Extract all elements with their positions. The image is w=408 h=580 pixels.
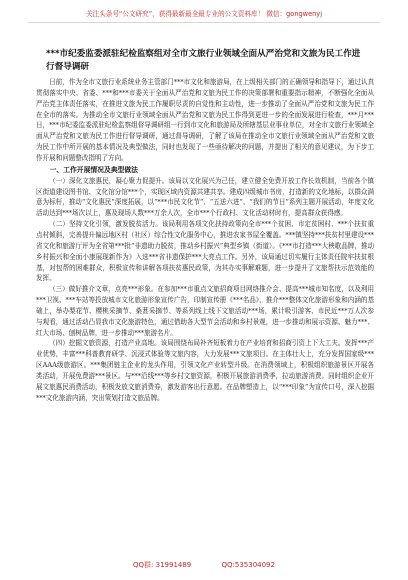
body-paragraph-4: （四）挖掘文旅资源，打造产业高地。该局围绕布局补齐短板着力在产业培育和招商引资上下大工夫。发挥***产业优势，丰富***科普教育研学、沉浸式体验等文旅内容，大力发展***文旅项目。在主体壮大上，充分发挥国家级***区AAA级旅游区。***集团链主企业的龙头作用，引领文化产业转型升级。在消费领域上，积极组织旅游景区开展各类活动，开展免费游***景区。与***沿线***等乡村文旅资源，积极开展旅游消费季，拉动旅游消费。同时组织企业开展文旅惠民消费活动，积极发放文旅消费券，激发游客出行意愿。在品牌塑造上，以“***印象”为宣传口号，深入挖掘***文化旅游内涵，突出策划打造文旅品牌。 — [36, 339, 374, 402]
body-paragraph-1: （一）深化文旅惠民，凝心聚力促提升。该局以文化展兴为己任，建立健全免费开放工作长效机制，当前各个镇区街道建设图书馆、文化馆分馆***个，实现区域内资源共建共享。建成四级城市书房，打造新的文化地标，以群众满意为标杆，推动“文化惠民”深度拓展，以“***市民文化节”、“五送六进”、“我们的节日”系列主题开展活动，年度文化活动达到***场次以上，惠及现场人数***万余人次，全市***个行政村、文化活动材时有，提高群众获得感。 — [36, 176, 374, 218]
intro-paragraph: 日前，作为全市文旅行业系统业务主管部门***市文化和旅游局，在上级相关部门的正确领导和指导下，通过认真贯彻落实中央、省委、***和***市委关于全面从严治党和文旅为民工作的决策部署和重要指示精神，不断强化全面从严治党主体责任落实，在推进文旅为民工作履职尽责的自觉性和主动性，进一步推动了全面从严治党和文旅为民工作在全市的落实。为推动全市文旅行业领域全面从严治党和文旅为民工作得到更进一步的全面发展进行检查，***月***日，***市纪委监委派驻纪检监察组督导调研组一行到市文化和旅游局及所辖基层业事业单位，对全市文旅行业领域全面从严治党和文旅为民工作进行督导调研，通过督导调研，了解了该局在推动全市文旅行业领域全面从严治党和文旅为民工作中所开展的基本情况及典型做法，同时也发现了一些亟待解决的问题，并提出了相关的意见建议，为下步工作开展和问题整改指明了方向。 — [36, 78, 374, 162]
top-banner[interactable]: 关注头条号“公文研究”，获得最新最全最专业的公文资料库！ 微信：gongwenyj — [28, 6, 380, 23]
document-title: ***市纪委监委派驻纪检监察组对全市文旅行业领域全面从严治党和文旅为民工作进行督导调研 — [46, 49, 361, 72]
body-paragraph-3: （三）做好推介文章，点亮***形象。在参加***市重点文旅招商项目网络推介会、提高***城市知名度，以及利用***卫视、***车站等投放城市文化旅游形象宣传广告，印制宣传册《***名品》，推介***整体文化旅游形象和内涵的基础上，举办梨花节、樱桃采摘节、桑葚采摘节、等系列线上线下文旅活动***场，累计吸引游客、市民近***万人次参与观看，通过活动凸显我市文化旅游特色，通过借助各大型节会活动和乡村景观，进一步推动和展示资源、魅力***、红大市场、刨树品牌，进一步推动***旅游名片。 — [36, 285, 374, 337]
document-page — [36, 48, 374, 550]
section-heading: 一、工作开展情况及典型做法 — [49, 165, 138, 174]
footer-qq-group: QQ群: 31991489 — [133, 561, 192, 569]
body-paragraph-2: （二）坚持文化引领，激发脱贫活力。该局利用各项文化扶持政策向全市***个贫困、市定贫困村、***个扶贫重点村倾斜，完善提升偏远地区村（社区）综合性文化服务中心，推进农家书屋全覆盖。***镇坚持***扶贫村里建设***省文化和旅游厅评为全省第***批“非遗助力脱贫，推动乡村振兴”典型乡镇（街道）。《***市打造***大秧歌品牌，推动乡村振兴和全面小康展现新作为》入选***省非遗保护***大亮点工作。另外，该局通过切实履行主体责任院牢扶贫根基，对包帮的困难群众，积极宣传和讲解各项扶贫惠民政策，为其办实事解难题，进一步提升了文旅帮扶示范效能的发挥。 — [36, 220, 374, 283]
footer-qq: QQ:535304092 — [221, 561, 275, 569]
footer-contact — [0, 560, 408, 570]
